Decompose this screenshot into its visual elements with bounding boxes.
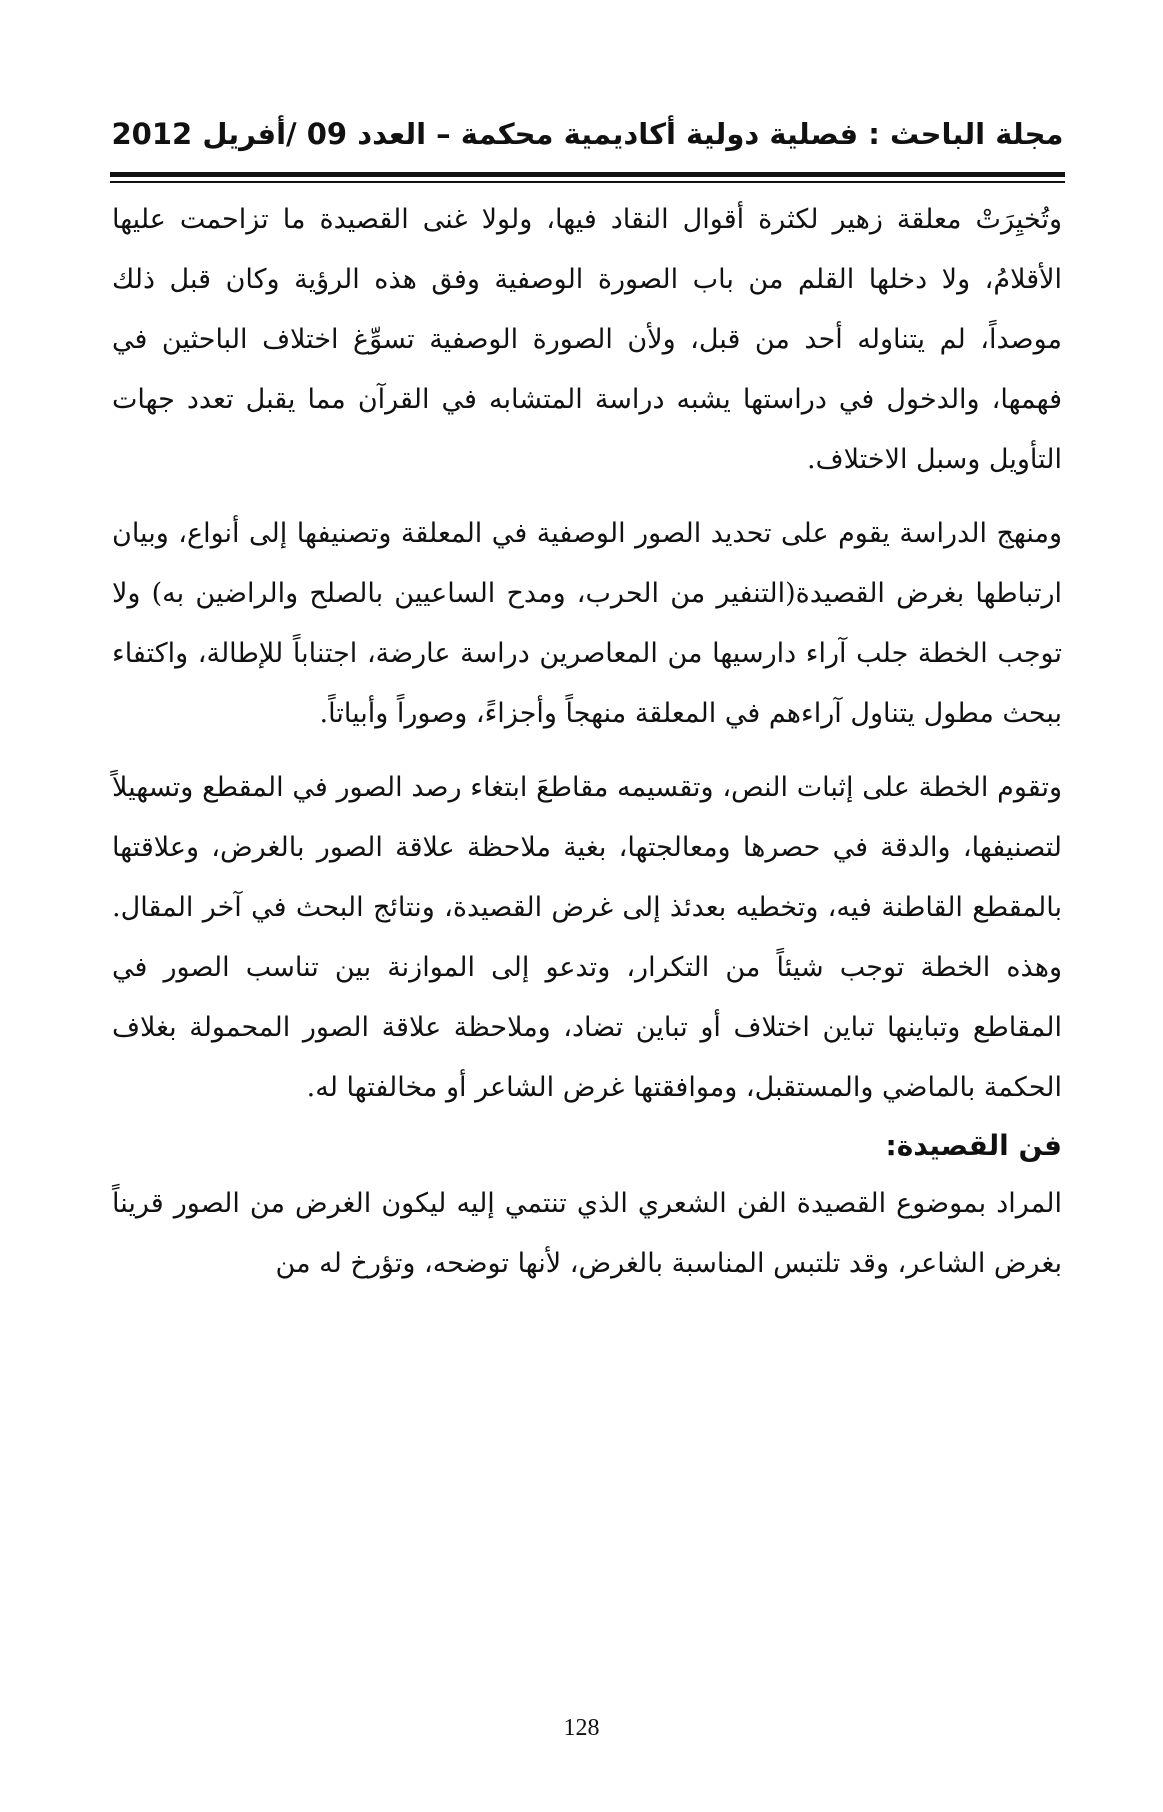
- header-rule-thin: [110, 181, 1065, 183]
- header-rule-thick: [110, 172, 1065, 177]
- page-number: 128: [563, 1715, 600, 1741]
- paragraph-plan: وتقوم الخطة على إثبات النص، وتقسيمه مقاطعَ ابتغاء رصد الصور في المقطع وتسهيلاً لتصنيفها، والدقة في حصرها ومعالجتها، بغية ملاحظة علاقة الصور بالغرض، وعلاقتها بالمقطع القاطنة فيه، وتخطيه بعدئذ إلى غرض القصيدة، ونتائج البحث في آخر المقال. وهذه الخطة توجب شيئاً من التكرار، وتدعو إلى الموازنة بين تناسب الصور في المقاطع وتباينها تباين اختلاف أو تباين تضاد، وملاحظة علاقة الصور المحمولة بغلاف الحكمة بالماضي والمستقبل، وموافقتها غرض الشاعر أو مخالفتها له.: [112, 772, 1062, 1103]
- paragraph-methodology: ومنهج الدراسة يقوم على تحديد الصور الوصفية في المعلقة وتصنيفها إلى أنواع، وبيان ارتباطها بغرض القصيدة(التنفير من الحرب، ومدح الساعيين بالصلح والراضين به) ولا توجب الخطة جلب آراء دارسيها من المعاصرين دراسة عارضة، اجتناباً للإطالة، واكتفاء ببحث مطول يتناول آراءهم في المعلقة منهجاً وأجزاءً، وصوراً وأبياتاً.: [112, 518, 1062, 729]
- article-body: [112, 190, 1062, 1294]
- journal-header: مجلة الباحث : فصلية دولية أكاديمية محكمة – العدد 09 /أفريل 2012: [111, 117, 1064, 151]
- section-heading: فن القصيدة:: [885, 1129, 1062, 1162]
- paragraph-intro: وتُخيِرَتْ معلقة زهير لكثرة أقوال النقاد فيها، ولولا غنى القصيدة ما تزاحمت عليها الأقلامُ، ولا دخلها القلم من باب الصورة الوصفية وفق هذه الرؤية وكان قبل ذلك موصداً، لم يتناوله أحد من قبل، ولأن الصورة الوصفية تسوِّغ اختلاف الباحثين في فهمها، والدخول في دراستها يشبه دراسة المتشابه في القرآن مما يقبل تعدد جهات التأويل وسبل الاختلاف.: [112, 204, 1062, 475]
- paragraph-section: المراد بموضوع القصيدة الفن الشعري الذي تنتمي إليه ليكون الغرض من الصور قريناً بغرض الشاعر، وقد تلتبس المناسبة بالغرض، لأنها توضحه، وتؤرخ له من: [112, 1188, 1062, 1279]
